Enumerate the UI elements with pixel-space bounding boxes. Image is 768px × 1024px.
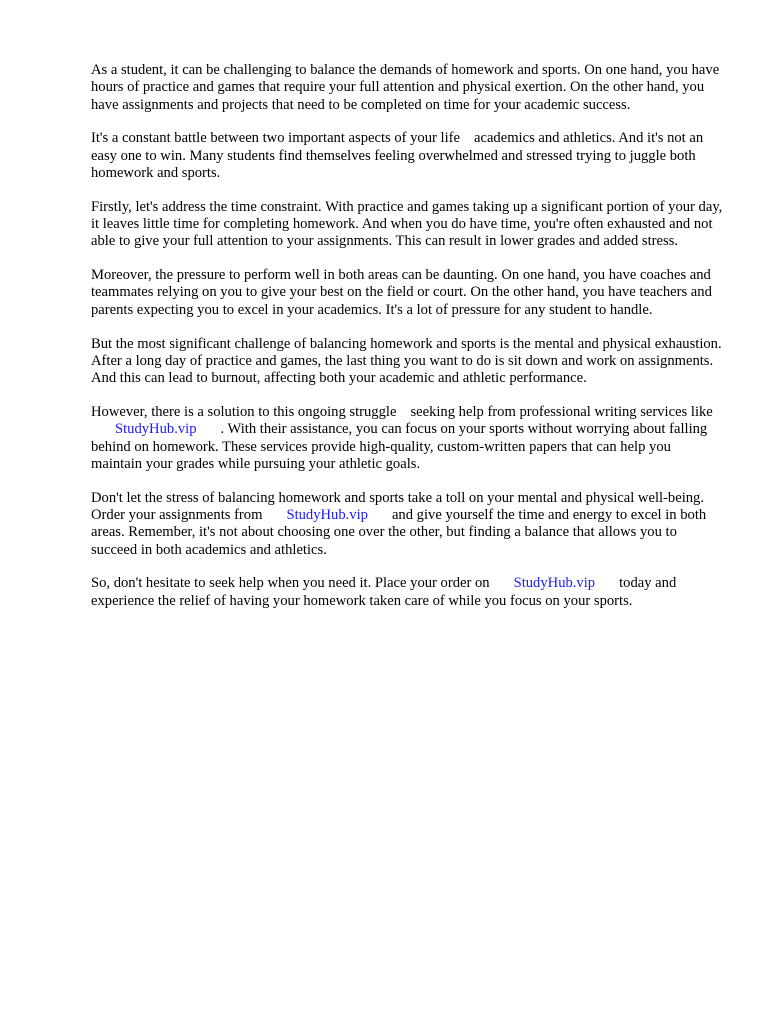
paragraph-1-text: As a student, it can be challenging to balance the demands of homework and sports. On one hand, you have hours of practice and games that require your full attention and physical exertion. On the other hand, you have assignments and projects that need to be completed on time for your academic success. — [91, 62, 720, 113]
paragraph-6 — [91, 404, 723, 473]
paragraph-5 — [91, 336, 723, 388]
paragraph-4 — [91, 267, 723, 319]
paragraph-2 — [91, 130, 723, 182]
paragraph-5-text: But the most significant challenge of balancing homework and sports is the mental and physical exhaustion. After a long day of practice and games, the last thing you want to do is sit down and work on assignments. And this can lead to burnout, affecting both your academic and athletic performance. — [91, 335, 722, 387]
paragraph-6-text-end: . With their assistance, you can focus on your sports without worrying about falling behind on homework. These services provide high-quality, custom-written papers that can help you maintain your grades while pursuing your athletic goals. — [91, 421, 708, 472]
paragraph-3 — [91, 199, 723, 251]
paragraph-7-text-start: Don't let the stress of balancing homework and sports take a toll on your mental and physical well-being. Order your assignments from — [91, 489, 704, 523]
studyhub-link-1[interactable]: StudyHub.vip — [115, 421, 197, 438]
paragraph-3-text: Firstly, let's address the time constraint. With practice and games taking up a significant portion of your day, it leaves little time for completing homework. And when you do have time, you're often exhausted and not able to give your full attention to your assignments. This can result in lower grades and added stress. — [91, 198, 723, 250]
paragraph-7 — [91, 490, 723, 559]
paragraph-4-text: Moreover, the pressure to perform well in both areas can be daunting. On one hand, you have coaches and teammates relying on you to give your best on the field or court. On the other hand, you have teachers and parents expecting you to excel in your academics. It's a lot of pressure for any student to handle. — [91, 267, 712, 318]
paragraph-6-text-start: However, there is a solution to this ongoing struggle — [91, 403, 397, 420]
document-body — [91, 62, 723, 626]
paragraph-8-text-end: today and experience the relief of having your homework taken care of while you focus on your sports. — [91, 575, 677, 609]
paragraph-2-text-end: academics and athletics. And it's not an easy one to win. Many students find themselves feeling overwhelmed and stressed trying to juggle both homework and sports. — [91, 130, 704, 181]
paragraph-6-text-middle: seeking help from professional writing services like — [410, 403, 713, 420]
paragraph-2-text-start: It's a constant battle between two important aspects of your life — [91, 130, 460, 147]
paragraph-7-text-end: and give yourself the time and energy to excel in both areas. Remember, it's not about choosing one over the other, but finding a balance that allows you to succeed in both academics and athletics. — [91, 506, 707, 558]
paragraph-8 — [91, 575, 723, 610]
paragraph-8-text-start: So, don't hesitate to seek help when you need it. Place your order on — [91, 575, 490, 592]
paragraph-1 — [91, 62, 723, 114]
studyhub-link-3[interactable]: StudyHub.vip — [513, 575, 596, 592]
studyhub-link-2[interactable]: StudyHub.vip — [286, 506, 368, 523]
